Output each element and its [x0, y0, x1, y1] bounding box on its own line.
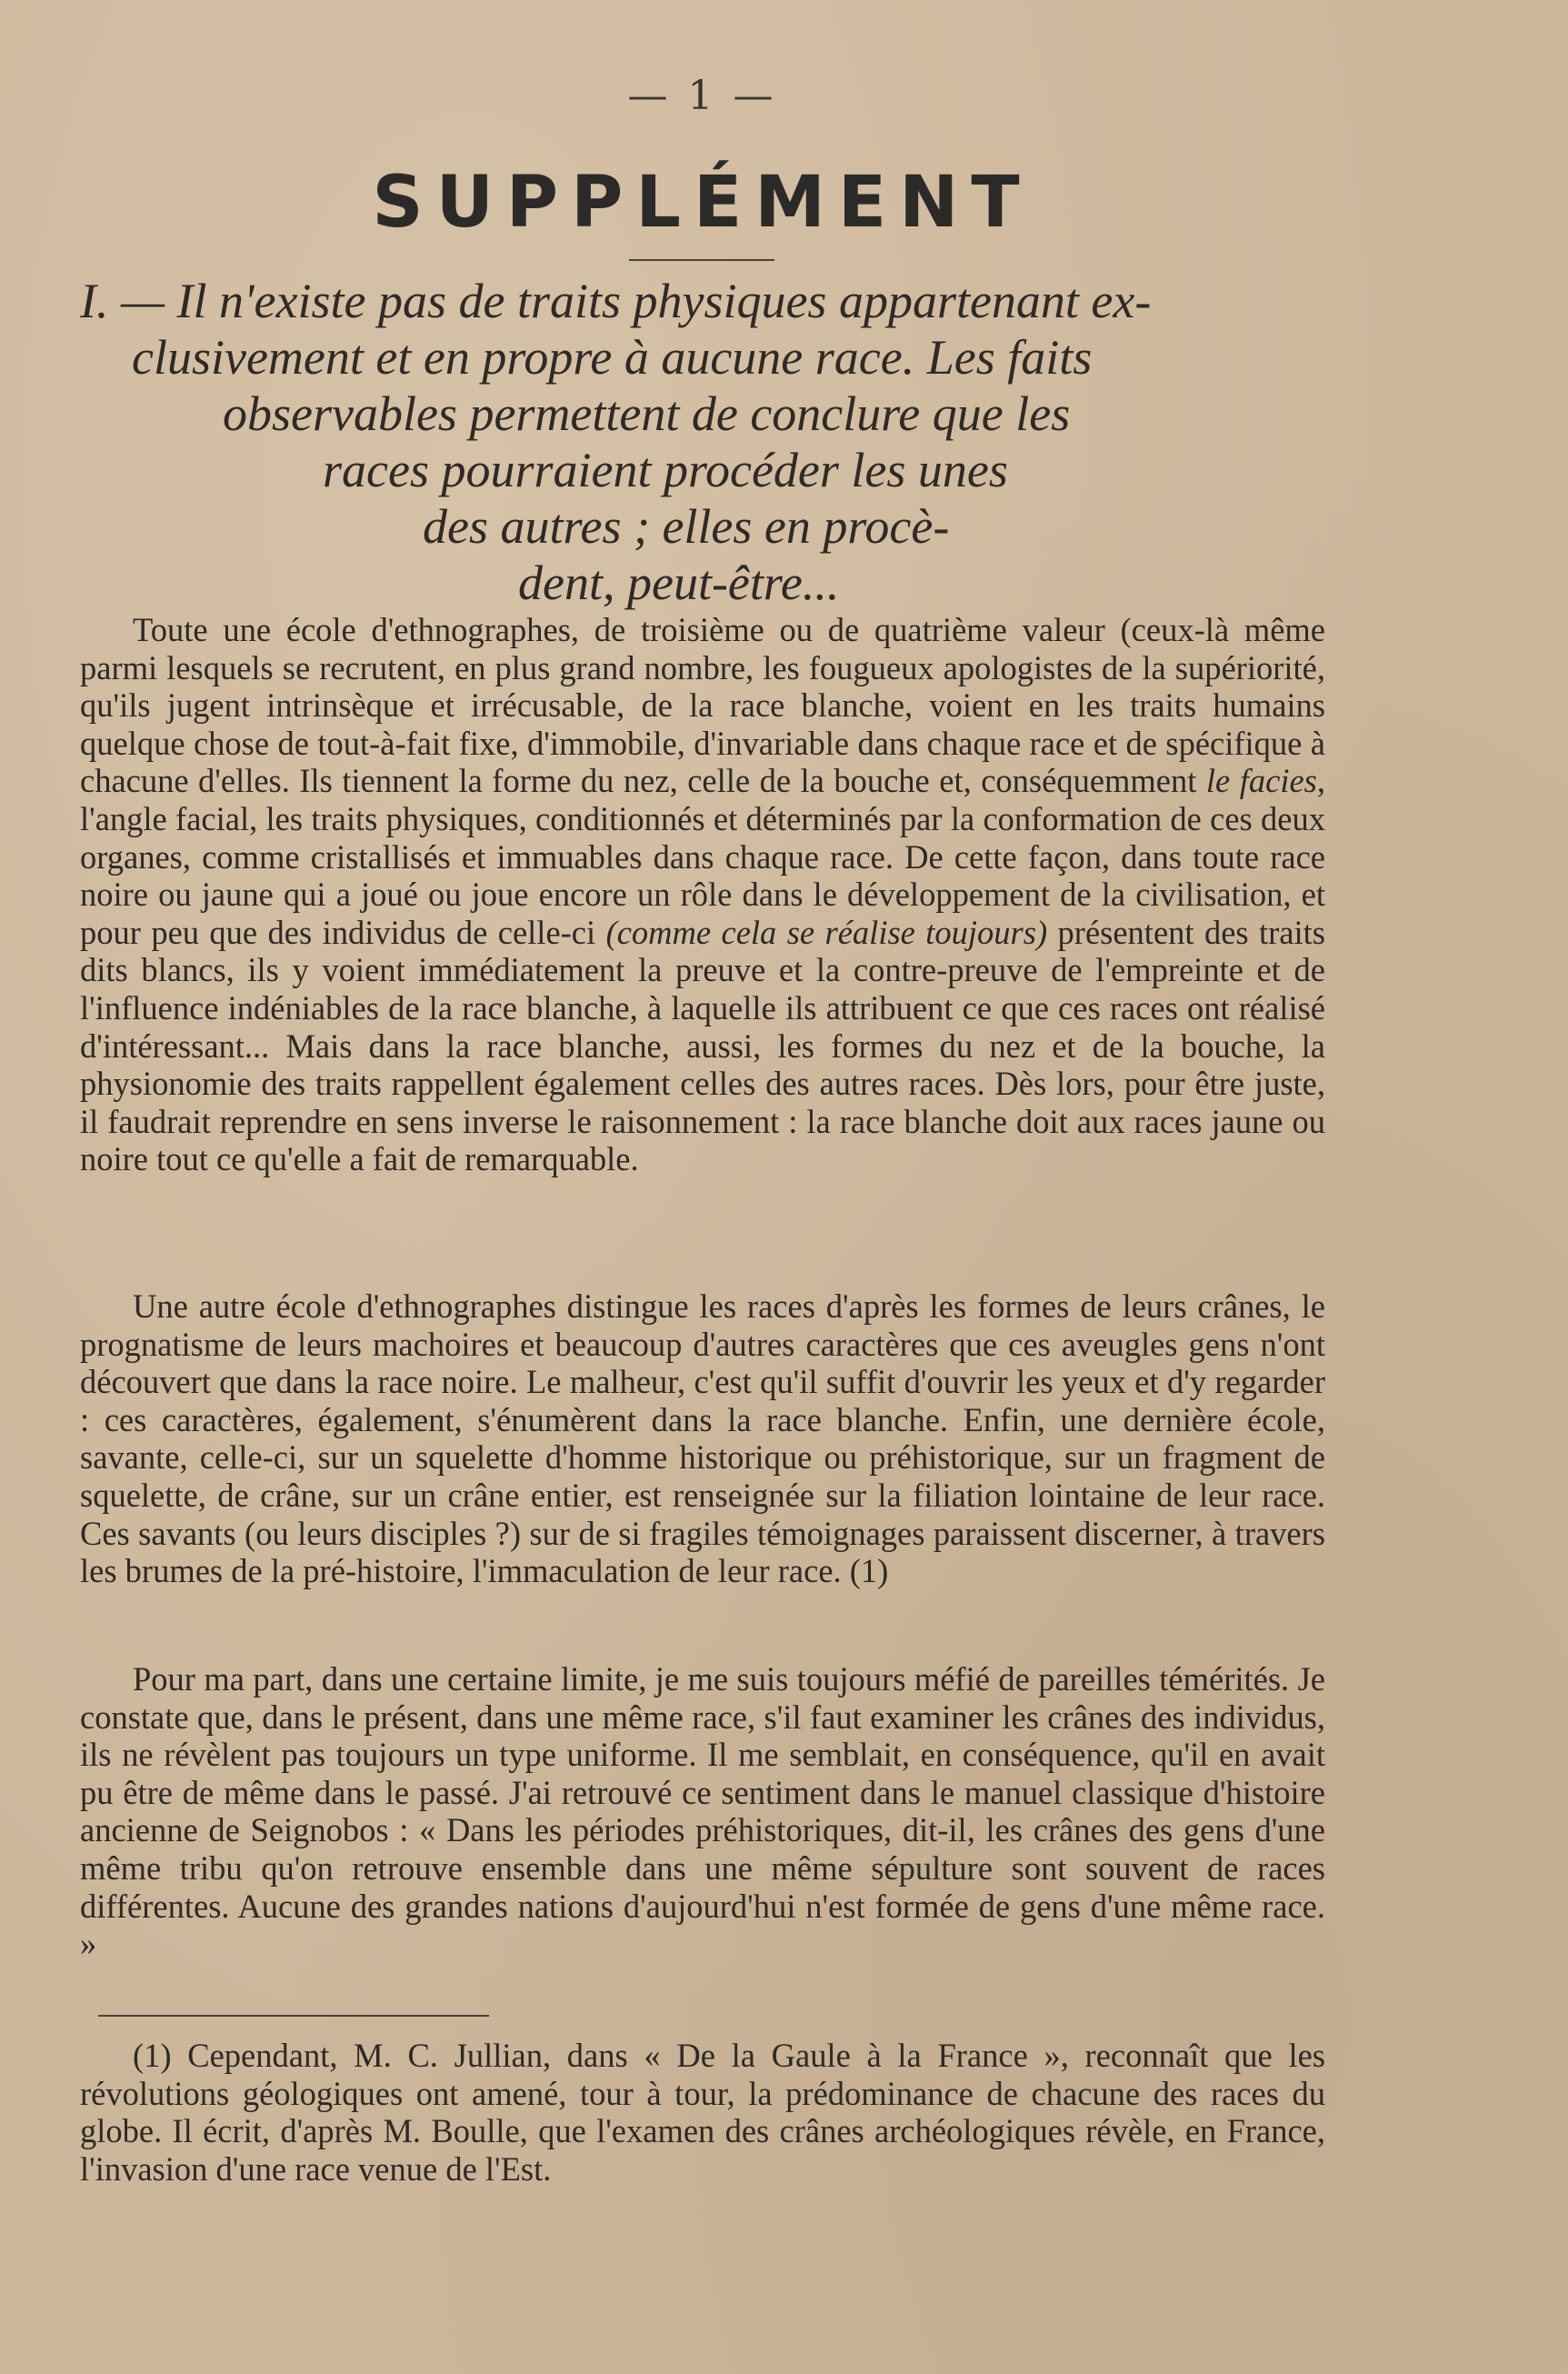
- heading-line: dent, peut-être...: [518, 556, 840, 610]
- paragraph-1: [80, 611, 1325, 1178]
- heading-line: observables permettent de conclure que les: [223, 386, 1071, 441]
- italic-facies: le facies: [1205, 762, 1317, 800]
- page-number: — 1 —: [627, 73, 777, 119]
- paragraph-1-text: présentent des traits dits blancs, ils y voient immédiatement la preuve et la contre-preuve de l'empreinte et de l'influence indéniables de la race blanche, à laquelle ils attribuent ce que ces races ont réalisé d'intéressant... Mais dans la race blanche, aussi, les formes du nez et de la bouche, la physionomie des traits rappellent également celles des autres races. Dès lors, pour être juste, il faudrait reprendre en sens inverse le raisonnement : la race blanche doit aux races jaune ou noire tout ce qu'elle a fait de remarquable.: [80, 913, 1325, 1178]
- paragraph-3: Pour ma part, dans une certaine limite, je me suis toujours méfié de pareilles témérités. Je constate que, dans le présent, dans une même race, s'il faut examiner les crânes des individus, ils ne révèlent pas toujours un type uniforme. Il me semblait, en conséquence, qu'il en avait pu être de même dans le passé. J'ai retrouvé ce sentiment dans le manuel classique d'histoire ancienne de Seignobos : « Dans les périodes préhistoriques, dit-il, les crânes des gens d'une même tribu qu'on retrouve ensemble dans une même sépulture sont souvent de races différentes. Aucune des grandes nations d'aujourd'hui n'est formée de gens d'une même race. »: [80, 1660, 1325, 1963]
- heading-line: races pourraient procéder les unes: [323, 443, 1008, 497]
- italic-aside: (comme cela se réalise toujours): [605, 913, 1048, 951]
- paragraph-1-text: Toute une école d'ethnographes, de troisième ou de quatrième valeur (ceux-là même parmi lesquels se recrutent, en plus grand nombre, les fougueux apologistes de la supériorité, qu'ils jugent intrinsèque et irrécusable, de la race blanche, voient en les traits humains quelque chose de tout-à-fait fixe, d'immobile, d'invariable dans chaque race et de spécifique à chacune d'elles. Ils tiennent la forme du nez, celle de la bouche et, conséquemment: [80, 611, 1325, 800]
- footnote: (1) Cependant, M. C. Jullian, dans « De la Gaule à la France », reconnaît que les révolutions géologiques ont amené, tour à tour, la prédominance de chacune des races du globe. Il écrit, d'après M. Boulle, que l'examen des crânes archéologiques révèle, en France, l'invasion d'une race venue de l'Est.: [80, 2037, 1325, 2188]
- heading-line: des autres ; elles en procè-: [423, 499, 950, 554]
- footnote-separator: [98, 2015, 489, 2017]
- paragraph-2: Une autre école d'ethnographes distingue les races d'après les formes de leurs crânes, le prognatisme de leurs machoires et beaucoup d'autres caractères que ces aveugles gens n'ont découvert que dans la race noire. Le malheur, c'est qu'il suffit d'ouvrir les yeux et d'y regarder : ces caractères, également, s'énumèrent dans la race blanche. Enfin, une dernière école, savante, celle-ci, sur un squelette d'homme historique ou préhistorique, sur un fragment de squelette, de crâne, sur un crâne entier, est renseignée sur la filiation lointaine de leur race. Ces savants (ou leurs disciples ?) sur de si fragiles témoignages paraissent discerner, à travers les brumes de la pré-histoire, l'immaculation de leur race. (1): [80, 1287, 1325, 1590]
- heading-line: clusivement et en propre à aucune race. Les faits: [132, 330, 1093, 385]
- title-underline: [629, 259, 774, 261]
- paragraph-1-text: , l'angle facial, les traits physiques, conditionnés et déterminés par la conformation de ces deux organes, comme cristallisés et immuables dans chaque race. De cette façon, dans toute race noire ou jaune qui a joué ou joue encore un rôle dans le développement de la civilisation, et pour peu que des individus de celle-ci: [80, 762, 1326, 951]
- page-title: SUPPLÉMENT: [372, 162, 1033, 244]
- heading-line: I. — Il n'existe pas de traits physiques appartenant ex-: [80, 274, 1152, 328]
